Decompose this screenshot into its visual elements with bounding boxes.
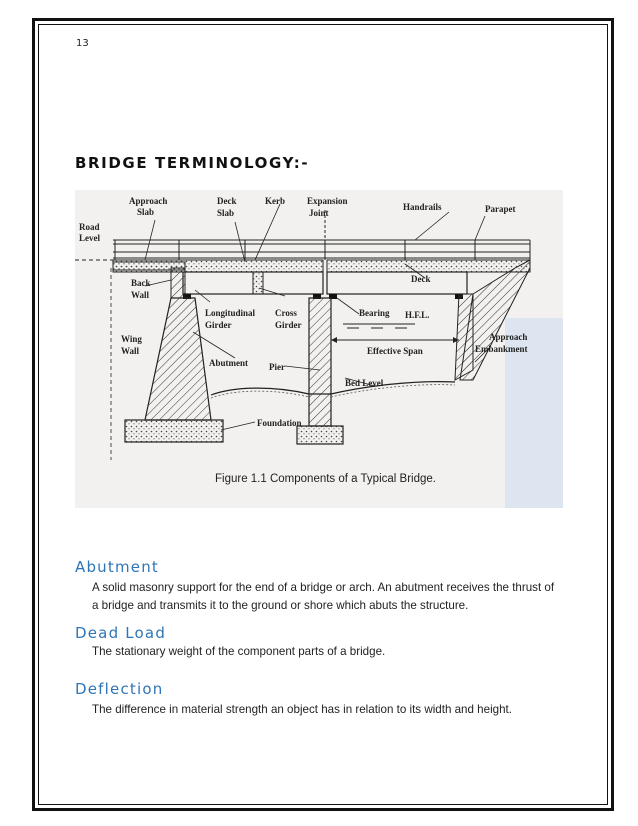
label-approach-slab-1: Approach: [129, 196, 168, 206]
label-bed-level: Bed Level: [345, 378, 384, 388]
label-cross-girder-2: Girder: [275, 320, 302, 330]
deck-slab-right: [327, 260, 530, 272]
term-definition: A solid masonry support for the end of a bridge or arch. An abutment receives the thrust of a bridge and transmits it to the ground or shore which abuts the structure.: [92, 581, 555, 612]
pier: [309, 298, 331, 426]
label-wing-wall-1: Wing: [121, 334, 142, 344]
label-deck-slab-2: Slab: [217, 208, 235, 218]
term-deflection: [75, 680, 512, 716]
label-road-level-1: Road: [79, 222, 100, 232]
term-title: Abutment: [75, 558, 159, 576]
term-abutment: [75, 558, 555, 612]
label-parapet: Parapet: [485, 204, 516, 214]
label-effective-span: Effective Span: [367, 346, 423, 356]
label-expansion-1: Expansion: [307, 196, 348, 206]
term-definition: The stationary weight of the component parts of a bridge.: [92, 645, 386, 658]
term-title: Dead Load: [75, 624, 167, 642]
label-longitudinal-girder-2: Girder: [205, 320, 232, 330]
pier-foundation: [297, 426, 343, 444]
label-kerb: Kerb: [265, 196, 285, 206]
abutment-foundation: [125, 420, 223, 442]
label-back-wall-2: Wall: [131, 290, 150, 300]
cross-girder: [253, 272, 263, 294]
term-title: Deflection: [75, 680, 164, 698]
label-abutment: Abutment: [209, 358, 249, 368]
label-deck-slab-1: Deck: [217, 196, 237, 206]
label-road-level-2: Level: [79, 233, 100, 243]
label-approach-embankment-2: Embankment: [475, 344, 528, 354]
label-longitudinal-girder-1: Longitudinal: [205, 308, 256, 318]
figure-caption: Figure 1.1 Components of a Typical Bridge.: [215, 473, 436, 485]
term-dead-load: [75, 624, 386, 658]
back-wall: [171, 268, 185, 298]
term-definition: The difference in material strength an object has in relation to its width and height.: [92, 703, 512, 716]
label-pier: Pier: [269, 362, 285, 372]
section-heading: BRIDGE TERMINOLOGY:-: [75, 154, 310, 172]
label-hfl: H.F.L.: [405, 310, 430, 320]
label-foundation: Foundation: [257, 418, 302, 428]
label-bearing: Bearing: [359, 308, 390, 318]
label-back-wall-1: Back: [131, 278, 151, 288]
label-expansion-2: Joint: [309, 208, 329, 218]
label-wing-wall-2: Wall: [121, 346, 140, 356]
label-approach-embankment-1: Approach: [489, 332, 528, 342]
label-approach-slab-2: Slab: [137, 207, 155, 217]
label-deck: Deck: [411, 274, 431, 284]
page-number: 13: [76, 38, 89, 49]
label-cross-girder-1: Cross: [275, 308, 297, 318]
bridge-figure: [75, 190, 563, 508]
label-handrails: Handrails: [403, 202, 442, 212]
